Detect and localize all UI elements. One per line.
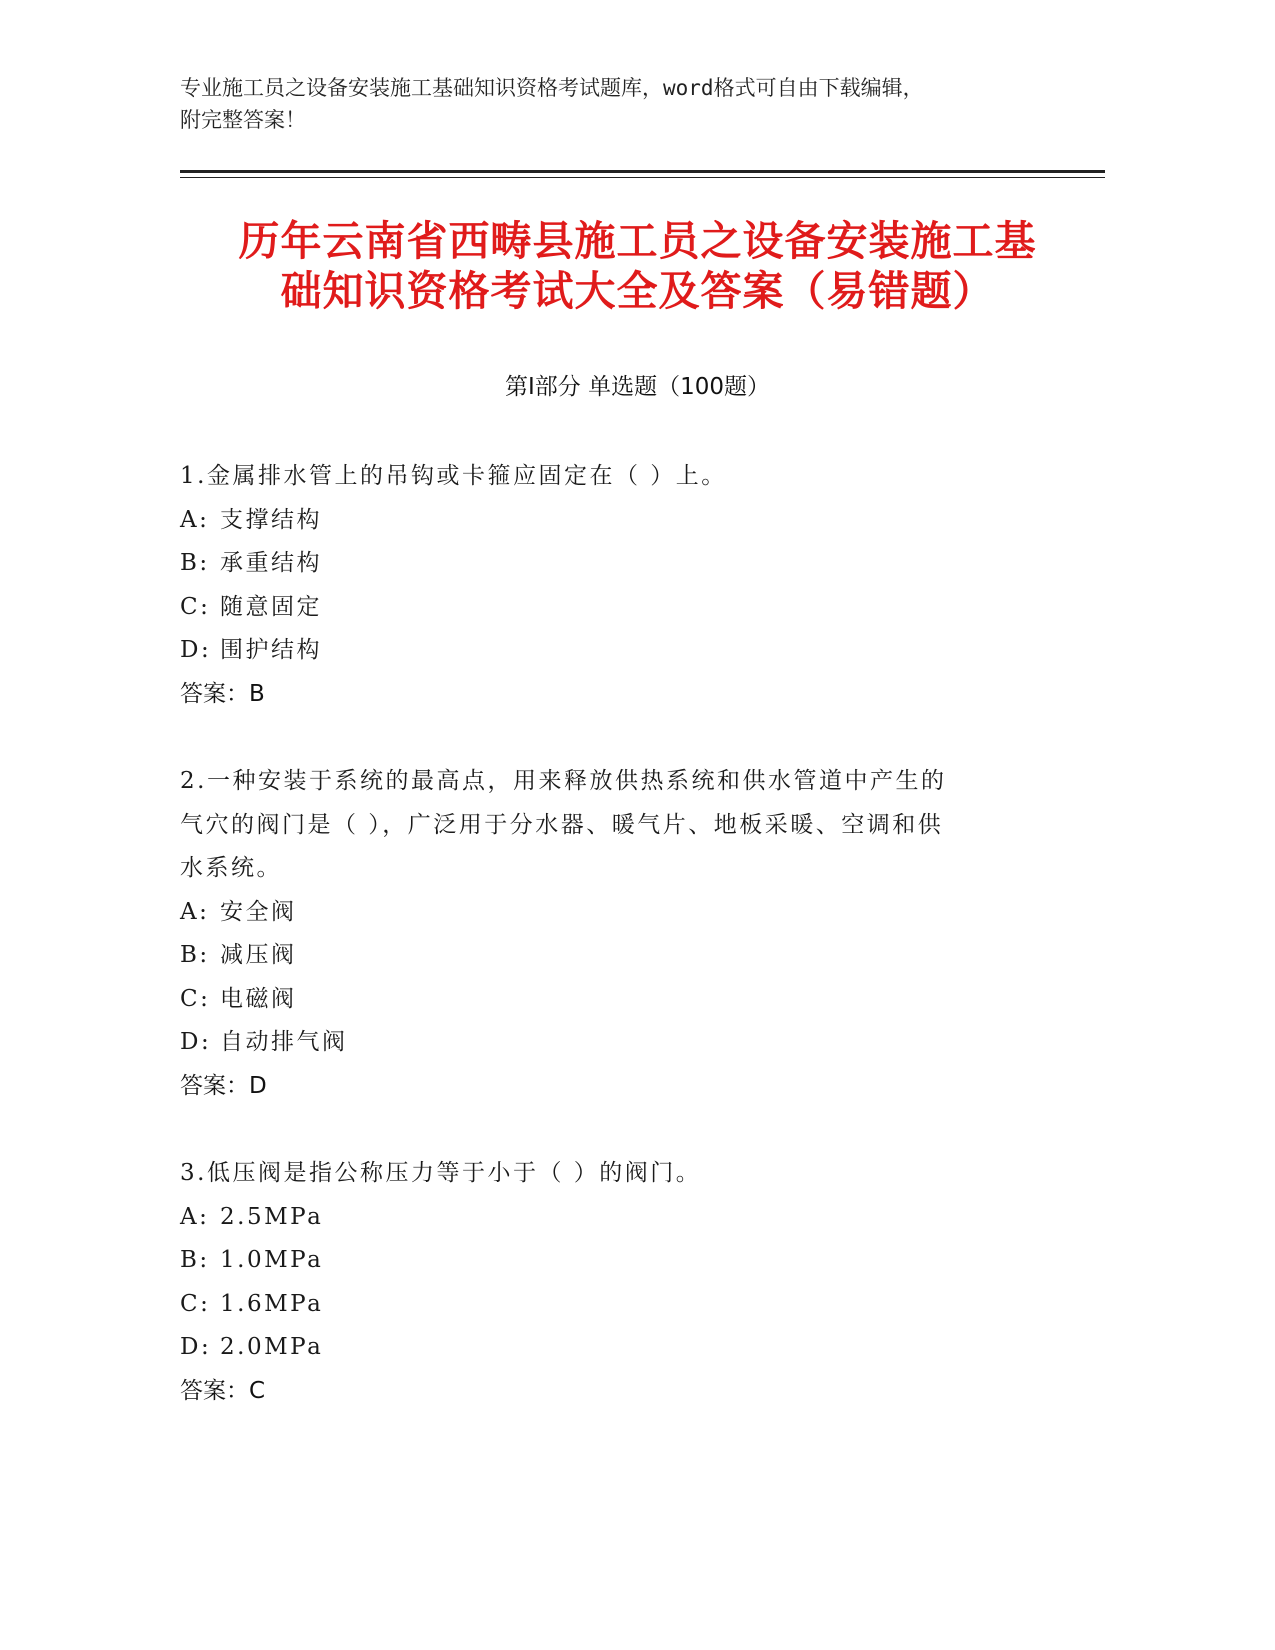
- option-c: [180, 586, 1050, 630]
- option-letter: D:: [180, 1029, 212, 1055]
- option-c: [180, 978, 1050, 1022]
- header-note-line-2: 附完整答案！: [180, 108, 306, 132]
- option-text: 承重结构: [220, 550, 322, 576]
- option-text: 围护结构: [220, 637, 322, 663]
- option-d: [180, 1326, 1050, 1370]
- question-list: [180, 455, 1050, 1457]
- option-b: [180, 934, 1050, 978]
- question-stem-line-1: 2.一种安装于系统的最高点，用来释放供热系统和供水管道中产生的: [180, 768, 947, 794]
- option-text: 2.0MPa: [220, 1334, 324, 1360]
- header-note-line-1: 专业施工员之设备安装施工基础知识资格考试题库，word格式可自由下载编辑，: [180, 76, 924, 100]
- option-text: 1.0MPa: [220, 1247, 324, 1273]
- option-letter: A:: [180, 1203, 210, 1230]
- option-letter: C:: [180, 1290, 211, 1317]
- question-stem: 1.金属排水管上的吊钩或卡箍应固定在（ ）上。: [180, 463, 727, 489]
- option-letter: B:: [180, 550, 210, 576]
- document-title-line-1: 历年云南省西畴县施工员之设备安装施工基: [238, 217, 1037, 265]
- question-2: [180, 760, 1050, 1108]
- section-title: 第Ⅰ部分 单选题（100题）: [505, 374, 770, 400]
- document-title: [150, 216, 1125, 316]
- option-text: 支撑结构: [220, 506, 322, 533]
- question-stem-line-2: 气穴的阀门是（ ），广泛用于分水器、暖气片、地板采暖、空调和供: [180, 811, 944, 838]
- answer: 答案：D: [180, 1072, 267, 1099]
- option-text: 2.5MPa: [220, 1203, 324, 1230]
- question-1: [180, 455, 1050, 716]
- option-letter: A:: [180, 898, 210, 925]
- option-b: [180, 1239, 1050, 1283]
- option-a: [180, 1196, 1050, 1240]
- header-divider-thin: [180, 177, 1105, 178]
- option-text: 电磁阀: [220, 985, 297, 1012]
- header-note: [180, 72, 1040, 136]
- option-letter: B:: [180, 1247, 210, 1273]
- option-d: [180, 629, 1050, 673]
- option-text: 随意固定: [220, 593, 322, 620]
- question-3: [180, 1152, 1050, 1413]
- option-b: [180, 542, 1050, 586]
- header-divider-thick: [180, 170, 1105, 173]
- option-a: [180, 499, 1050, 543]
- option-c: [180, 1283, 1050, 1327]
- option-letter: A:: [180, 506, 210, 533]
- answer: 答案：B: [180, 680, 265, 707]
- option-text: 自动排气阀: [220, 1029, 348, 1055]
- question-stem: 3.低压阀是指公称压力等于小于（ ）的阀门。: [180, 1160, 702, 1186]
- option-letter: D:: [180, 637, 212, 663]
- option-d: [180, 1021, 1050, 1065]
- option-text: 安全阀: [220, 898, 297, 925]
- answer: 答案：C: [180, 1377, 266, 1404]
- option-letter: B:: [180, 942, 210, 968]
- option-text: 减压阀: [220, 942, 297, 968]
- option-text: 1.6MPa: [220, 1290, 324, 1317]
- question-stem-line-3: 水系统。: [180, 855, 282, 881]
- option-letter: C:: [180, 593, 211, 620]
- option-a: [180, 891, 1050, 935]
- option-letter: C:: [180, 985, 211, 1012]
- document-title-line-2: 础知识资格考试大全及答案（易错题）: [280, 267, 995, 315]
- option-letter: D:: [180, 1334, 212, 1360]
